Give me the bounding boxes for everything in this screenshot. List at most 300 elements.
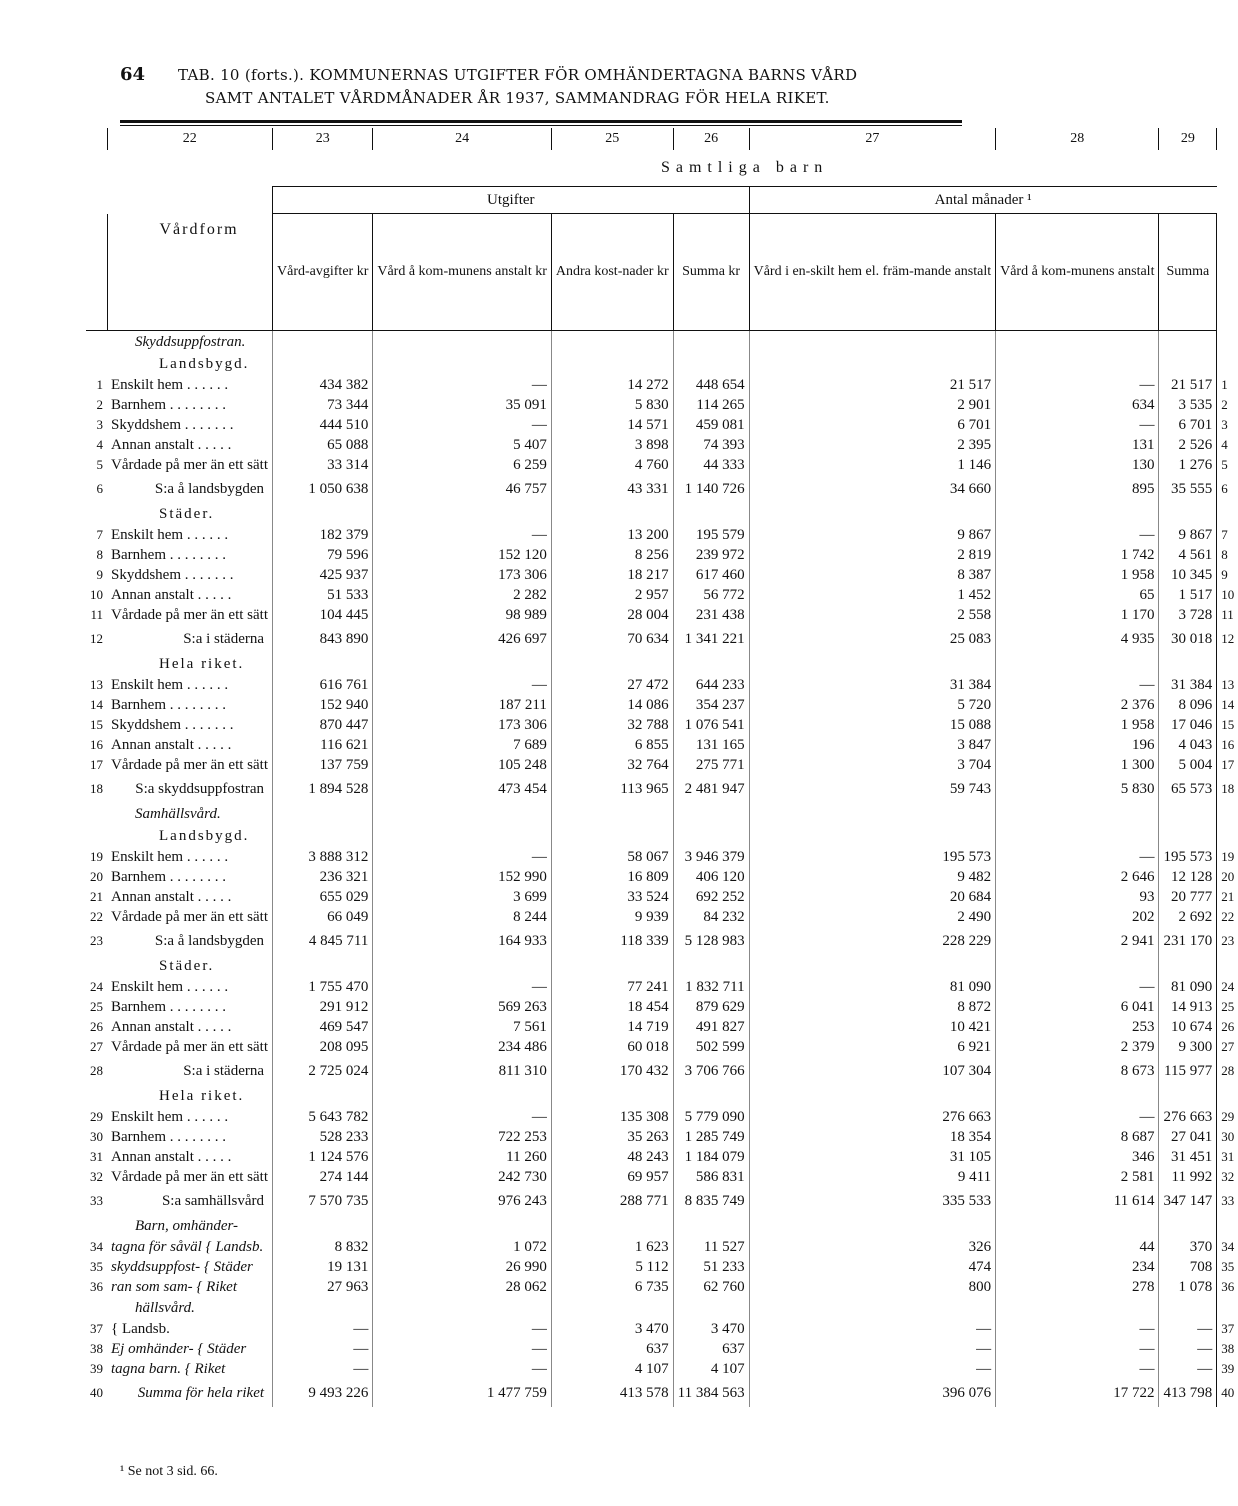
row-number: 12 bbox=[90, 630, 103, 646]
col-number-23: 23 bbox=[273, 128, 373, 150]
value-cell-col-24: 152 990 bbox=[373, 867, 552, 887]
section-heading-row bbox=[86, 825, 1238, 847]
empty-cell bbox=[551, 1297, 673, 1319]
row-number-empty bbox=[86, 653, 107, 675]
table-row bbox=[86, 1339, 1238, 1359]
value-cell-col-27: 3 704 bbox=[749, 755, 996, 775]
value-cell-col-25: 2 957 bbox=[551, 585, 673, 605]
value-cell-col-28: — bbox=[996, 1339, 1159, 1359]
row-number-right: 36 bbox=[1217, 1277, 1238, 1297]
empty-cell bbox=[673, 1215, 749, 1237]
col-number-22: 22 bbox=[107, 128, 273, 150]
value-cell-col-25: 14 719 bbox=[551, 1017, 673, 1037]
row-number: 11 bbox=[90, 606, 103, 622]
row-number-empty bbox=[86, 825, 107, 847]
total-row bbox=[86, 625, 1238, 653]
value-cell-col-29: — bbox=[1159, 1339, 1217, 1359]
table-row bbox=[86, 1107, 1238, 1127]
value-cell-col-25: 58 067 bbox=[551, 847, 673, 867]
row-label: S:a i städerna bbox=[183, 630, 265, 647]
value-cell-col-23: 73 344 bbox=[273, 395, 373, 415]
value-cell-col-25: 70 634 bbox=[551, 625, 673, 653]
value-cell-col-25: 3 898 bbox=[551, 435, 673, 455]
row-label: Enskilt hem . . . . . . bbox=[111, 376, 229, 393]
value-cell-col-23: 528 233 bbox=[273, 1127, 373, 1147]
value-cell-col-29: 3 728 bbox=[1159, 605, 1217, 625]
row-number-right: 28 bbox=[1217, 1057, 1238, 1085]
row-number: 1 bbox=[96, 376, 103, 392]
table-row bbox=[86, 907, 1238, 927]
value-cell-col-24: 5 407 bbox=[373, 435, 552, 455]
table-row bbox=[86, 605, 1238, 625]
table-row bbox=[86, 375, 1238, 395]
table-title-line2: SAMT ANTALET VÅRDMÅNADER ÅR 1937, SAMMANDRAG FÖR HELA RIKET. bbox=[205, 89, 830, 107]
empty-cell bbox=[1159, 1085, 1217, 1107]
section-label: Skyddsuppfostran. bbox=[135, 333, 246, 350]
table-body bbox=[86, 330, 1238, 1407]
value-cell-col-29: 1 078 bbox=[1159, 1277, 1217, 1297]
empty-cell bbox=[551, 803, 673, 825]
value-cell-col-29: 31 384 bbox=[1159, 675, 1217, 695]
section-heading-row bbox=[86, 653, 1238, 675]
empty-cell bbox=[551, 653, 673, 675]
row-number: 33 bbox=[90, 1192, 103, 1208]
value-cell-col-27: 2 558 bbox=[749, 605, 996, 625]
row-label: Annan anstalt . . . . . bbox=[111, 888, 232, 905]
value-cell-col-25: 18 454 bbox=[551, 997, 673, 1017]
value-cell-col-27: 276 663 bbox=[749, 1107, 996, 1127]
empty-cell bbox=[273, 1085, 373, 1107]
section-label: Landsbygd. bbox=[159, 827, 250, 844]
value-cell-col-27: 474 bbox=[749, 1257, 996, 1277]
row-number: 3 bbox=[96, 416, 103, 432]
value-cell-col-25: 69 957 bbox=[551, 1167, 673, 1187]
row-number-right: 20 bbox=[1217, 867, 1238, 887]
value-cell-col-29: 9 300 bbox=[1159, 1037, 1217, 1057]
row-label: Barnhem . . . . . . . . bbox=[111, 396, 226, 413]
value-cell-col-27: 800 bbox=[749, 1277, 996, 1297]
value-cell-col-27: 21 517 bbox=[749, 375, 996, 395]
empty-cell bbox=[551, 330, 673, 353]
row-number-right: 23 bbox=[1217, 927, 1238, 955]
row-label: skyddsuppfost- { Städer bbox=[111, 1258, 253, 1275]
value-cell-col-23: 3 888 312 bbox=[273, 847, 373, 867]
value-cell-col-29: 3 535 bbox=[1159, 395, 1217, 415]
value-cell-col-23: 152 940 bbox=[273, 695, 373, 715]
value-cell-col-28: 4 935 bbox=[996, 625, 1159, 653]
total-row bbox=[86, 475, 1238, 503]
total-row bbox=[86, 1057, 1238, 1085]
row-number-right: 7 bbox=[1217, 525, 1238, 545]
value-cell-col-24: 35 091 bbox=[373, 395, 552, 415]
row-label: S:a i städerna bbox=[183, 1062, 265, 1079]
row-number: 29 bbox=[90, 1108, 103, 1124]
value-cell-col-24: 187 211 bbox=[373, 695, 552, 715]
value-cell-col-28: — bbox=[996, 375, 1159, 395]
value-cell-col-29: 4 043 bbox=[1159, 735, 1217, 755]
value-cell-col-29: 81 090 bbox=[1159, 977, 1217, 997]
value-cell-col-27: 18 354 bbox=[749, 1127, 996, 1147]
row-label: ran som sam- { Riket bbox=[111, 1278, 237, 1295]
value-cell-col-25: 8 256 bbox=[551, 545, 673, 565]
value-cell-col-24: 242 730 bbox=[373, 1167, 552, 1187]
value-cell-col-27: 335 533 bbox=[749, 1187, 996, 1215]
empty-cell bbox=[996, 1085, 1159, 1107]
row-number-right: 30 bbox=[1217, 1127, 1238, 1147]
value-cell-col-26: 692 252 bbox=[673, 887, 749, 907]
empty-cell bbox=[996, 825, 1159, 847]
value-cell-col-26: 406 120 bbox=[673, 867, 749, 887]
row-label: Barnhem . . . . . . . . bbox=[111, 546, 226, 563]
value-cell-col-25: 27 472 bbox=[551, 675, 673, 695]
value-cell-col-25: 14 086 bbox=[551, 695, 673, 715]
value-cell-col-28: 65 bbox=[996, 585, 1159, 605]
empty-cell bbox=[996, 503, 1159, 525]
value-cell-col-27: 2 490 bbox=[749, 907, 996, 927]
value-cell-col-29: 5 004 bbox=[1159, 755, 1217, 775]
table-row bbox=[86, 735, 1238, 755]
value-cell-col-23: 182 379 bbox=[273, 525, 373, 545]
section-heading-row bbox=[86, 503, 1238, 525]
value-cell-col-23: 19 131 bbox=[273, 1257, 373, 1277]
value-cell-col-24: 1 072 bbox=[373, 1237, 552, 1257]
row-number-right: 11 bbox=[1217, 605, 1238, 625]
table-row bbox=[86, 695, 1238, 715]
value-cell-col-24: 6 259 bbox=[373, 455, 552, 475]
value-cell-col-28: 278 bbox=[996, 1277, 1159, 1297]
value-cell-col-24: 2 282 bbox=[373, 585, 552, 605]
row-number-right: 13 bbox=[1217, 675, 1238, 695]
row-number-right: 27 bbox=[1217, 1037, 1238, 1057]
total-row bbox=[86, 1187, 1238, 1215]
value-cell-col-25: 4 107 bbox=[551, 1359, 673, 1379]
row-number: 5 bbox=[96, 456, 103, 472]
value-cell-col-29: 9 867 bbox=[1159, 525, 1217, 545]
empty-cell bbox=[273, 653, 373, 675]
value-cell-col-23: 1 894 528 bbox=[273, 775, 373, 803]
value-cell-col-26: 1 832 711 bbox=[673, 977, 749, 997]
value-cell-col-28: 6 041 bbox=[996, 997, 1159, 1017]
col-header-25: Andra kost-nader kr bbox=[551, 214, 673, 331]
empty-cell bbox=[373, 653, 552, 675]
value-cell-col-25: 14 571 bbox=[551, 415, 673, 435]
value-cell-col-28: — bbox=[996, 1319, 1159, 1339]
value-cell-col-27: 59 743 bbox=[749, 775, 996, 803]
value-cell-col-28: 2 376 bbox=[996, 695, 1159, 715]
value-cell-col-27: 6 701 bbox=[749, 415, 996, 435]
value-cell-col-23: 2 725 024 bbox=[273, 1057, 373, 1085]
value-cell-col-26: 51 233 bbox=[673, 1257, 749, 1277]
value-cell-col-26: 2 481 947 bbox=[673, 775, 749, 803]
value-cell-col-28: — bbox=[996, 415, 1159, 435]
value-cell-col-27: — bbox=[749, 1319, 996, 1339]
row-label: { Landsb. bbox=[111, 1320, 170, 1337]
value-cell-col-23: 444 510 bbox=[273, 415, 373, 435]
section-label: Städer. bbox=[159, 957, 215, 974]
value-cell-col-23: 843 890 bbox=[273, 625, 373, 653]
table-row bbox=[86, 1237, 1238, 1257]
section-heading-row bbox=[86, 1215, 1238, 1237]
value-cell-col-29: 115 977 bbox=[1159, 1057, 1217, 1085]
value-cell-col-23: 8 832 bbox=[273, 1237, 373, 1257]
value-cell-col-29: 35 555 bbox=[1159, 475, 1217, 503]
row-label: Vårdade på mer än ett sätt bbox=[111, 1038, 269, 1055]
value-cell-col-28: 253 bbox=[996, 1017, 1159, 1037]
value-cell-col-28: — bbox=[996, 847, 1159, 867]
row-number: 26 bbox=[90, 1018, 103, 1034]
row-label: Vårdade på mer än ett sätt bbox=[111, 908, 269, 925]
empty-cell bbox=[273, 330, 373, 353]
value-cell-col-26: 617 460 bbox=[673, 565, 749, 585]
value-cell-col-28: — bbox=[996, 977, 1159, 997]
value-cell-col-24: — bbox=[373, 525, 552, 545]
value-cell-col-27: 31 384 bbox=[749, 675, 996, 695]
row-number: 23 bbox=[90, 932, 103, 948]
empty-cell bbox=[749, 330, 996, 353]
value-cell-col-28: 93 bbox=[996, 887, 1159, 907]
value-cell-col-23: 1 050 638 bbox=[273, 475, 373, 503]
value-cell-col-29: 413 798 bbox=[1159, 1379, 1217, 1407]
table-row bbox=[86, 1037, 1238, 1057]
value-cell-col-24: 46 757 bbox=[373, 475, 552, 503]
empty-cell bbox=[749, 653, 996, 675]
row-number-right: 26 bbox=[1217, 1017, 1238, 1037]
section-label: Landsbygd. bbox=[159, 355, 250, 372]
value-cell-col-24: 11 260 bbox=[373, 1147, 552, 1167]
value-cell-col-28: 8 673 bbox=[996, 1057, 1159, 1085]
value-cell-col-25: 413 578 bbox=[551, 1379, 673, 1407]
row-number-right: 2 bbox=[1217, 395, 1238, 415]
empty-cell bbox=[551, 825, 673, 847]
row-number-empty bbox=[1217, 330, 1238, 353]
row-label: Vårdade på mer än ett sätt bbox=[111, 756, 269, 773]
table-row bbox=[86, 755, 1238, 775]
row-label: Barnhem . . . . . . . . bbox=[111, 868, 226, 885]
row-number-right: 18 bbox=[1217, 775, 1238, 803]
row-label: Vårdade på mer än ett sätt bbox=[111, 606, 269, 623]
value-cell-col-26: 1 184 079 bbox=[673, 1147, 749, 1167]
value-cell-col-24: 569 263 bbox=[373, 997, 552, 1017]
value-cell-col-25: 60 018 bbox=[551, 1037, 673, 1057]
value-cell-col-23: — bbox=[273, 1339, 373, 1359]
row-label: Annan anstalt . . . . . bbox=[111, 1148, 232, 1165]
empty-cell bbox=[373, 330, 552, 353]
row-number-empty bbox=[86, 955, 107, 977]
row-label: Skyddshem . . . . . . . bbox=[111, 416, 234, 433]
row-number-right: 10 bbox=[1217, 585, 1238, 605]
empty-cell bbox=[273, 1215, 373, 1237]
value-cell-col-24: 1 477 759 bbox=[373, 1379, 552, 1407]
empty-cell bbox=[749, 803, 996, 825]
table-row bbox=[86, 585, 1238, 605]
row-number: 19 bbox=[90, 848, 103, 864]
row-number-right: 35 bbox=[1217, 1257, 1238, 1277]
value-cell-col-29: 27 041 bbox=[1159, 1127, 1217, 1147]
value-cell-col-28: 44 bbox=[996, 1237, 1159, 1257]
value-cell-col-24: 976 243 bbox=[373, 1187, 552, 1215]
column-number-row bbox=[86, 128, 1238, 150]
value-cell-col-25: 28 004 bbox=[551, 605, 673, 625]
empty-cell bbox=[273, 1297, 373, 1319]
table-row bbox=[86, 435, 1238, 455]
value-cell-col-27: 31 105 bbox=[749, 1147, 996, 1167]
empty-cell bbox=[749, 1215, 996, 1237]
value-cell-col-28: — bbox=[996, 1359, 1159, 1379]
row-number: 34 bbox=[90, 1238, 103, 1254]
total-row bbox=[86, 775, 1238, 803]
empty-cell bbox=[1159, 825, 1217, 847]
value-cell-col-24: 152 120 bbox=[373, 545, 552, 565]
row-number-right: 29 bbox=[1217, 1107, 1238, 1127]
empty-cell bbox=[373, 503, 552, 525]
value-cell-col-28: 1 170 bbox=[996, 605, 1159, 625]
value-cell-col-23: 1 124 576 bbox=[273, 1147, 373, 1167]
row-number-right: 19 bbox=[1217, 847, 1238, 867]
value-cell-col-28: 130 bbox=[996, 455, 1159, 475]
value-cell-col-28: 1 300 bbox=[996, 755, 1159, 775]
row-number-right: 34 bbox=[1217, 1237, 1238, 1257]
row-label: S:a skyddsuppfostran bbox=[135, 780, 265, 797]
row-number: 31 bbox=[90, 1148, 103, 1164]
row-number-right: 1 bbox=[1217, 375, 1238, 395]
value-cell-col-24: 7 561 bbox=[373, 1017, 552, 1037]
table-row bbox=[86, 545, 1238, 565]
section-heading-row bbox=[86, 330, 1238, 353]
value-cell-col-26: 1 341 221 bbox=[673, 625, 749, 653]
empty-cell bbox=[551, 1085, 673, 1107]
value-cell-col-24: 811 310 bbox=[373, 1057, 552, 1085]
group-all-children: Samtliga barn bbox=[273, 150, 1217, 187]
row-number: 2 bbox=[96, 396, 103, 412]
top-rule bbox=[120, 120, 962, 123]
value-cell-col-25: 33 524 bbox=[551, 887, 673, 907]
row-label: Skyddshem . . . . . . . bbox=[111, 566, 234, 583]
row-label: tagna barn. { Riket bbox=[111, 1360, 226, 1377]
value-cell-col-23: 79 596 bbox=[273, 545, 373, 565]
value-cell-col-27: 5 720 bbox=[749, 695, 996, 715]
value-cell-col-26: 491 827 bbox=[673, 1017, 749, 1037]
value-cell-col-27: 3 847 bbox=[749, 735, 996, 755]
value-cell-col-28: 196 bbox=[996, 735, 1159, 755]
value-cell-col-29: 276 663 bbox=[1159, 1107, 1217, 1127]
empty-cell bbox=[749, 353, 996, 375]
value-cell-col-27: 1 146 bbox=[749, 455, 996, 475]
value-cell-col-24: 98 989 bbox=[373, 605, 552, 625]
value-cell-col-26: 448 654 bbox=[673, 375, 749, 395]
empty-cell bbox=[673, 330, 749, 353]
value-cell-col-23: 104 445 bbox=[273, 605, 373, 625]
value-cell-col-26: 11 527 bbox=[673, 1237, 749, 1257]
empty-cell bbox=[1159, 1215, 1217, 1237]
row-number: 37 bbox=[90, 1320, 103, 1336]
empty-cell bbox=[996, 1215, 1159, 1237]
row-number-right: 21 bbox=[1217, 887, 1238, 907]
value-cell-col-28: — bbox=[996, 1107, 1159, 1127]
value-cell-col-23: 1 755 470 bbox=[273, 977, 373, 997]
value-cell-col-29: 4 561 bbox=[1159, 545, 1217, 565]
row-label: Enskilt hem . . . . . . bbox=[111, 676, 229, 693]
value-cell-col-28: 11 614 bbox=[996, 1187, 1159, 1215]
value-cell-col-25: 1 623 bbox=[551, 1237, 673, 1257]
value-cell-col-28: 346 bbox=[996, 1147, 1159, 1167]
value-cell-col-23: 274 144 bbox=[273, 1167, 373, 1187]
section-heading-row bbox=[86, 353, 1238, 375]
row-number: 28 bbox=[90, 1062, 103, 1078]
empty-cell bbox=[1159, 503, 1217, 525]
row-number: 24 bbox=[90, 978, 103, 994]
empty-cell bbox=[996, 1297, 1159, 1319]
table-row bbox=[86, 997, 1238, 1017]
section-label: Städer. bbox=[159, 505, 215, 522]
value-cell-col-25: 113 965 bbox=[551, 775, 673, 803]
empty-cell bbox=[551, 955, 673, 977]
value-cell-col-24: 173 306 bbox=[373, 565, 552, 585]
section-label: Hela riket. bbox=[159, 655, 245, 672]
empty-cell bbox=[273, 353, 373, 375]
value-cell-col-29: 14 913 bbox=[1159, 997, 1217, 1017]
row-number-empty bbox=[86, 1085, 107, 1107]
value-cell-col-24: — bbox=[373, 1339, 552, 1359]
value-cell-col-27: 9 482 bbox=[749, 867, 996, 887]
value-cell-col-25: 16 809 bbox=[551, 867, 673, 887]
row-number-empty bbox=[1217, 825, 1238, 847]
value-cell-col-26: 5 128 983 bbox=[673, 927, 749, 955]
empty-cell bbox=[373, 353, 552, 375]
empty-cell bbox=[673, 803, 749, 825]
row-number: 8 bbox=[96, 546, 103, 562]
empty-cell bbox=[1159, 803, 1217, 825]
value-cell-col-25: 48 243 bbox=[551, 1147, 673, 1167]
table-row bbox=[86, 395, 1238, 415]
row-number-empty bbox=[1217, 1085, 1238, 1107]
value-cell-col-26: 239 972 bbox=[673, 545, 749, 565]
table-row bbox=[86, 1277, 1238, 1297]
empty-cell bbox=[551, 503, 673, 525]
table-row bbox=[86, 1257, 1238, 1277]
row-number-empty bbox=[1217, 503, 1238, 525]
value-cell-col-24: — bbox=[373, 977, 552, 997]
empty-cell bbox=[673, 1085, 749, 1107]
value-cell-col-23: 27 963 bbox=[273, 1277, 373, 1297]
value-cell-col-26: 586 831 bbox=[673, 1167, 749, 1187]
row-number: 36 bbox=[90, 1278, 103, 1294]
value-cell-col-27: 107 304 bbox=[749, 1057, 996, 1085]
table-row bbox=[86, 1319, 1238, 1339]
row-number-empty bbox=[86, 330, 107, 353]
table-row bbox=[86, 675, 1238, 695]
value-cell-col-26: 1 140 726 bbox=[673, 475, 749, 503]
value-cell-col-23: 9 493 226 bbox=[273, 1379, 373, 1407]
row-label: Vårdade på mer än ett sätt bbox=[111, 1168, 269, 1185]
row-number: 18 bbox=[90, 780, 103, 796]
value-cell-col-26: 3 946 379 bbox=[673, 847, 749, 867]
value-cell-col-26: 644 233 bbox=[673, 675, 749, 695]
value-cell-col-26: 4 107 bbox=[673, 1359, 749, 1379]
value-cell-col-23: 616 761 bbox=[273, 675, 373, 695]
row-number-right: 12 bbox=[1217, 625, 1238, 653]
group-months: Antal månader ¹ bbox=[749, 187, 1217, 214]
value-cell-col-27: 10 421 bbox=[749, 1017, 996, 1037]
value-cell-col-23: — bbox=[273, 1359, 373, 1379]
value-cell-col-24: 234 486 bbox=[373, 1037, 552, 1057]
value-cell-col-24: 426 697 bbox=[373, 625, 552, 653]
row-number: 7 bbox=[96, 526, 103, 542]
row-label: Enskilt hem . . . . . . bbox=[111, 1108, 229, 1125]
empty-cell bbox=[673, 353, 749, 375]
row-number-empty bbox=[86, 1297, 107, 1319]
value-cell-col-28: 2 581 bbox=[996, 1167, 1159, 1187]
value-cell-col-29: 8 096 bbox=[1159, 695, 1217, 715]
